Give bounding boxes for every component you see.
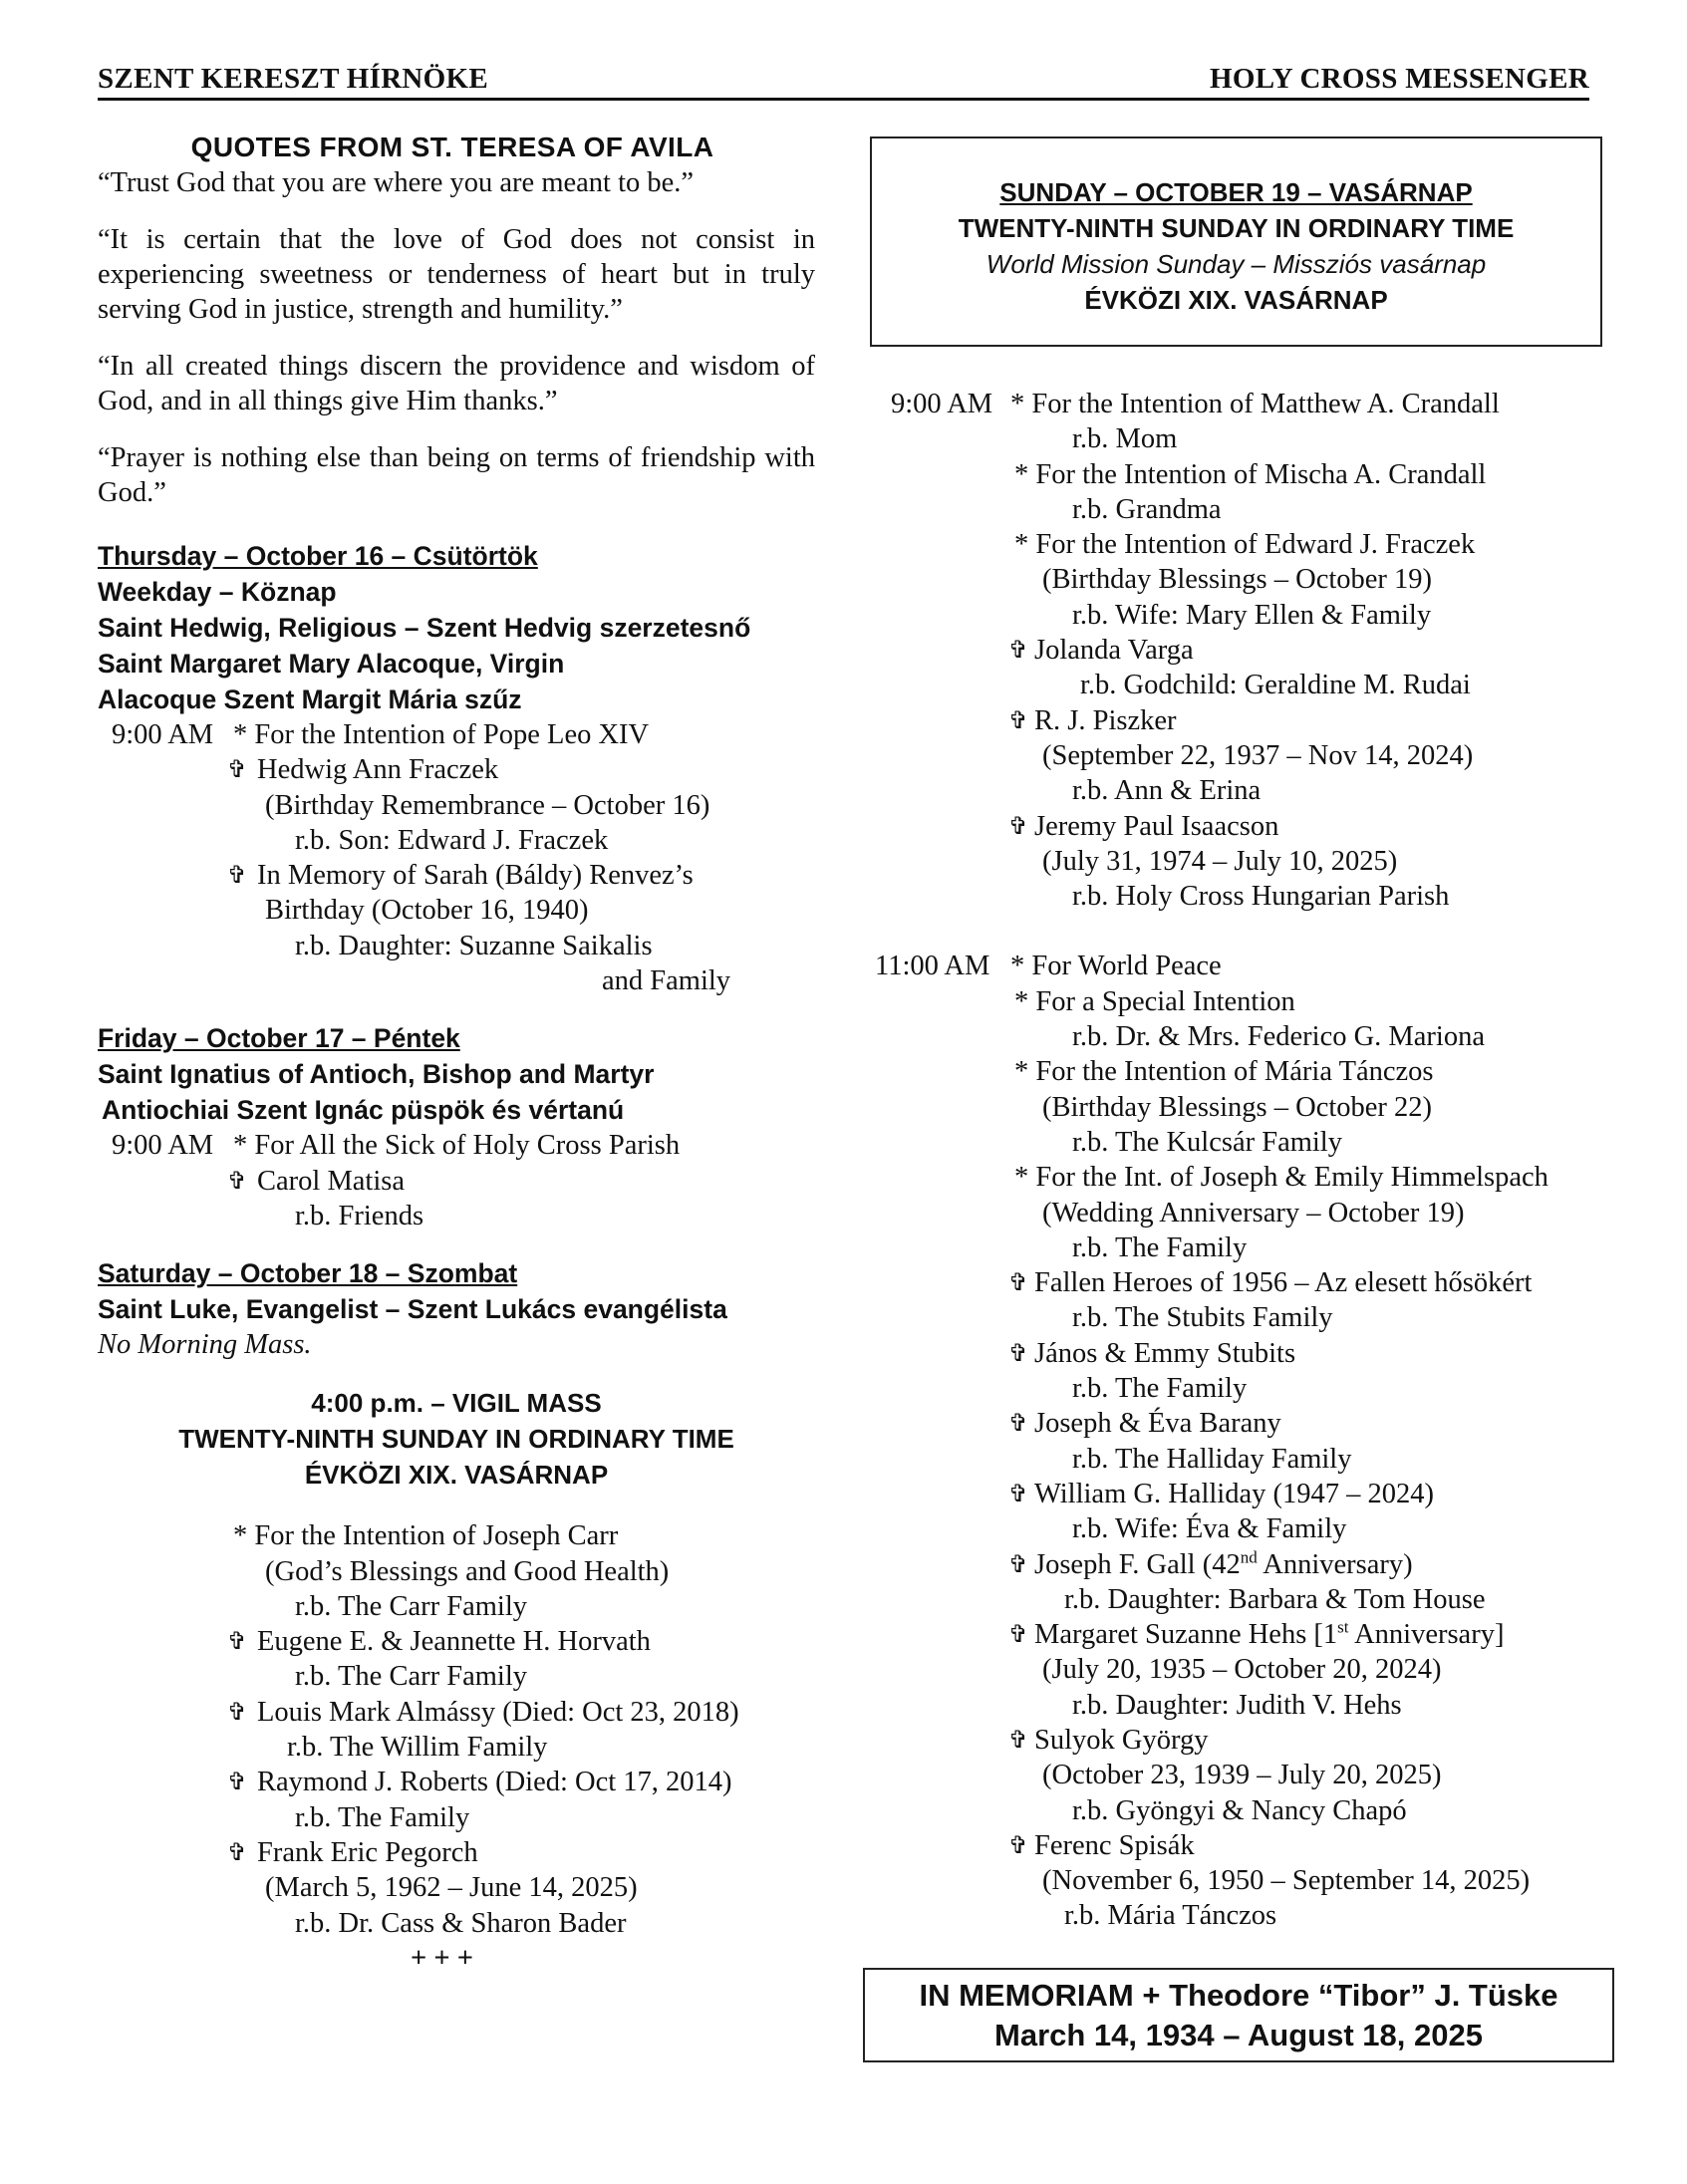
intention-line: In Memory of Sarah (Báldy) Renvez’s xyxy=(257,860,694,892)
sunday-hungarian-title: ÉVKÖZI XIX. VASÁRNAP xyxy=(1084,285,1388,315)
cross-icon: ✞ xyxy=(227,1697,248,1726)
requested-by: r.b. Dr. Cass & Sharon Bader xyxy=(295,1907,627,1939)
mass-entry xyxy=(865,1828,1607,1863)
cross-icon: ✞ xyxy=(227,755,248,784)
requested-by: r.b. Grandma xyxy=(1072,493,1222,525)
header-right-title: HOLY CROSS MESSENGER xyxy=(1210,63,1589,95)
cross-icon: ✞ xyxy=(1008,1338,1029,1367)
requested-by: r.b. Friends xyxy=(295,1200,424,1231)
page-header xyxy=(98,58,1589,101)
quote-1: “Trust God that you are where you are meant to be.” xyxy=(98,167,695,198)
cross-icon: ✞ xyxy=(227,1166,248,1195)
intention-line: Birthday (October 16, 1940) xyxy=(265,895,589,927)
requested-by: r.b. The Family xyxy=(295,1801,470,1833)
requested-by: r.b. Mária Tánczos xyxy=(1064,1900,1277,1932)
intention-line: Louis Mark Almássy (Died: Oct 23, 2018) xyxy=(257,1696,739,1728)
intention-text: Anniversary) xyxy=(1257,1548,1413,1580)
cross-icon: ✞ xyxy=(1008,1479,1029,1507)
friday-feast-2: Antiochiai Szent Ignác püspök és vértanú xyxy=(102,1095,625,1126)
vigil-heading-2: TWENTY-NINTH SUNDAY IN ORDINARY TIME xyxy=(178,1424,734,1455)
intention-line: János & Emmy Stubits xyxy=(1034,1337,1296,1369)
vigil-heading-3: ÉVKÖZI XIX. VASÁRNAP xyxy=(304,1460,609,1491)
intention-line: Joseph & Éva Barany xyxy=(1034,1408,1281,1440)
saturday-heading: Saturday – October 18 – Szombat xyxy=(98,1258,518,1289)
intention-line: (God’s Blessings and Good Health) xyxy=(265,1555,670,1587)
mass-entry xyxy=(865,633,1607,668)
intention-text: Margaret Suzanne Hehs [1 xyxy=(1034,1619,1338,1651)
requested-by: r.b. The Halliday Family xyxy=(1072,1443,1352,1475)
intention-line: Frank Eric Pegorch xyxy=(257,1836,478,1868)
vigil-heading-1: 4:00 p.m. – VIGIL MASS xyxy=(311,1388,602,1419)
mass-entry xyxy=(98,752,815,787)
sunday-mass-time-2: 11:00 AM xyxy=(875,951,990,982)
quote-2: “It is certain that the love of God does not consist in experiencing sweetness or tenderness of heart but in truly serving God in justice, strength and humility.” xyxy=(98,224,815,325)
intention-line: Hedwig Ann Fraczek xyxy=(257,754,499,786)
intention-line: Raymond J. Roberts (Died: Oct 17, 2014) xyxy=(257,1767,732,1798)
intention-line: (Wedding Anniversary – October 19) xyxy=(1042,1197,1465,1228)
thursday-feast-4: Alacoque Szent Margit Mária szűz xyxy=(98,684,522,714)
requested-by: r.b. Wife: Mary Ellen & Family xyxy=(1072,599,1432,631)
cross-icon: ✞ xyxy=(1008,705,1029,734)
memoriam-dates: March 14, 1934 – August 18, 2025 xyxy=(994,2018,1483,2052)
requested-by: r.b. The Stubits Family xyxy=(1072,1302,1333,1334)
intention-line: (July 20, 1935 – October 20, 2024) xyxy=(1042,1654,1442,1686)
intention-line: * For a Special Intention xyxy=(1014,985,1295,1017)
intention-line: (October 23, 1939 – July 20, 2025) xyxy=(1042,1760,1442,1791)
quotes-title: QUOTES FROM ST. TERESA OF AVILA xyxy=(190,132,714,162)
intention-line: * For World Peace xyxy=(1010,951,1222,982)
cross-icon: ✞ xyxy=(1008,636,1029,665)
intention-line: (March 5, 1962 – June 14, 2025) xyxy=(265,1872,638,1904)
saturday-note: No Morning Mass. xyxy=(98,1329,312,1361)
ordinal-suffix: nd xyxy=(1240,1547,1258,1566)
intention-line: Jolanda Varga xyxy=(1034,635,1194,667)
requested-by: r.b. Son: Edward J. Fraczek xyxy=(295,824,609,856)
intention-line: Jeremy Paul Isaacson xyxy=(1034,810,1279,842)
mass-entry xyxy=(865,809,1607,844)
intention-line: * For the Intention of Joseph Carr xyxy=(233,1520,619,1552)
requested-by: r.b. Holy Cross Hungarian Parish xyxy=(1072,881,1450,913)
requested-by: r.b. Godchild: Geraldine M. Rudai xyxy=(1080,670,1471,701)
intention-line: * For the Intention of Mischa A. Crandall xyxy=(1014,458,1487,490)
intention-line: * For the Intention of Pope Leo XIV xyxy=(233,719,650,750)
mass-entry xyxy=(865,1723,1607,1758)
quote-3: “In all created things discern the providence and wisdom of God, and in all things give Him thanks.” xyxy=(98,351,815,416)
mass-entry xyxy=(98,1695,815,1730)
memoriam-name: IN MEMORIAM + Theodore “Tibor” J. Tüske xyxy=(919,1978,1558,2013)
requested-by: r.b. The Kulcsár Family xyxy=(1072,1126,1342,1158)
mass-entry xyxy=(865,1477,1607,1511)
sunday-title: TWENTY-NINTH SUNDAY IN ORDINARY TIME xyxy=(958,213,1515,243)
intention-line: * For the Int. of Joseph & Emily Himmelspach xyxy=(1014,1162,1548,1194)
ordinal-suffix: st xyxy=(1337,1617,1349,1637)
requested-by: r.b. The Carr Family xyxy=(295,1661,527,1693)
mass-entry xyxy=(98,1128,815,1163)
mass-entry xyxy=(865,1547,1607,1582)
intention-line xyxy=(1034,1617,1504,1652)
intention-line: * For the Intention of Matthew A. Crandall xyxy=(1010,389,1500,419)
sunday-heading-box xyxy=(870,136,1602,347)
intention-line: (Birthday Blessings – October 22) xyxy=(1042,1091,1433,1123)
requested-by: r.b. The Family xyxy=(1072,1231,1248,1263)
intention-line: R. J. Piszker xyxy=(1034,704,1177,736)
mass-entry xyxy=(865,1265,1607,1300)
requested-by: r.b. Mom xyxy=(1072,423,1178,455)
intention-line: * For the Intention of Edward J. Fraczek xyxy=(1014,529,1476,561)
right-column xyxy=(865,387,1607,1934)
requested-by: r.b. Gyöngyi & Nancy Chapó xyxy=(1072,1794,1407,1826)
cross-icon: ✞ xyxy=(1008,1268,1029,1297)
intention-line: Sulyok György xyxy=(1034,1724,1209,1756)
thursday-feast-3: Saint Margaret Mary Alacoque, Virgin xyxy=(98,649,565,679)
requested-by: r.b. Daughter: Barbara & Tom House xyxy=(1064,1583,1486,1615)
cross-icon: ✞ xyxy=(1008,1549,1029,1578)
quote-4: “Prayer is nothing else than being on terms of friendship with God.” xyxy=(98,442,815,508)
intention-text: Joseph F. Gall (42 xyxy=(1034,1548,1241,1580)
header-left-title: SZENT KERESZT HÍRNÖKE xyxy=(98,63,489,95)
mass-entry xyxy=(98,1164,815,1199)
cross-icon: ✞ xyxy=(1008,811,1029,840)
mass-entry xyxy=(98,858,815,893)
cross-icon: ✞ xyxy=(227,861,248,890)
sunday-date: SUNDAY – OCTOBER 19 – VASÁRNAP xyxy=(999,177,1473,207)
mass-entry xyxy=(98,717,815,752)
intention-line: Carol Matisa xyxy=(257,1165,406,1197)
requested-by: r.b. Dr. & Mrs. Federico G. Mariona xyxy=(1072,1021,1485,1053)
cross-icon: ✞ xyxy=(227,1768,248,1796)
mass-entry xyxy=(865,1406,1607,1441)
mass-entry xyxy=(98,1835,815,1870)
saturday-feast: Saint Luke, Evangelist – Szent Lukács evangélista xyxy=(98,1294,727,1325)
cross-icon: ✞ xyxy=(1008,1830,1029,1859)
requested-by: r.b. Ann & Erina xyxy=(1072,775,1262,807)
friday-heading: Friday – October 17 – Péntek xyxy=(98,1023,460,1054)
requested-by: r.b. The Family xyxy=(1072,1373,1248,1405)
intention-line: * For All the Sick of Holy Cross Parish xyxy=(233,1130,681,1162)
mass-entry xyxy=(98,1765,815,1799)
thursday-mass-time: 9:00 AM xyxy=(112,719,214,750)
end-marker: + + + xyxy=(411,1942,473,1974)
requested-by: r.b. Daughter: Judith V. Hehs xyxy=(1072,1689,1402,1721)
cross-icon: ✞ xyxy=(1008,1620,1029,1649)
mass-entry xyxy=(98,1624,815,1659)
intention-text: Anniversary] xyxy=(1348,1619,1505,1651)
intention-line: (September 22, 1937 – Nov 14, 2024) xyxy=(1042,739,1474,771)
intention-line: William G. Halliday (1947 – 2024) xyxy=(1034,1478,1434,1509)
mass-entry xyxy=(865,1336,1607,1371)
cross-icon: ✞ xyxy=(1008,1725,1029,1754)
mass-entry xyxy=(865,1617,1607,1652)
intention-line: * For the Intention of Mária Tánczos xyxy=(1014,1056,1434,1088)
intention-line: Eugene E. & Jeannette H. Horvath xyxy=(257,1626,651,1658)
left-column xyxy=(98,130,815,1976)
intention-line xyxy=(1034,1547,1413,1582)
requested-by: r.b. Wife: Éva & Family xyxy=(1072,1513,1347,1545)
mass-entry xyxy=(865,703,1607,738)
cross-icon: ✞ xyxy=(1008,1409,1029,1438)
intention-line: (July 31, 1974 – July 10, 2025) xyxy=(1042,845,1398,877)
requested-by: r.b. The Willim Family xyxy=(287,1732,548,1764)
thursday-heading: Thursday – October 16 – Csütörtök xyxy=(98,541,538,571)
sunday-subtitle: World Mission Sunday – Missziós vasárnap xyxy=(985,249,1487,279)
sunday-mass-time-1: 9:00 AM xyxy=(891,389,993,419)
requested-by: r.b. Daughter: Suzanne Saikalis xyxy=(295,930,653,961)
thursday-feast-1: Weekday – Köznap xyxy=(98,577,337,607)
intention-line: Ferenc Spisák xyxy=(1034,1829,1195,1861)
in-memoriam-box xyxy=(863,1968,1614,2062)
intention-line: Fallen Heroes of 1956 – Az elesett hősökért xyxy=(1034,1267,1533,1299)
requested-by: r.b. The Carr Family xyxy=(295,1590,527,1622)
intention-line: (Birthday Blessings – October 19) xyxy=(1042,564,1433,596)
friday-mass-time: 9:00 AM xyxy=(112,1130,214,1162)
intention-line: (Birthday Remembrance – October 16) xyxy=(265,789,710,821)
requested-by: and Family xyxy=(602,965,731,997)
friday-feast-1: Saint Ignatius of Antioch, Bishop and Martyr xyxy=(98,1059,655,1090)
thursday-feast-2: Saint Hedwig, Religious – Szent Hedvig szerzetesnő xyxy=(98,613,751,643)
cross-icon: ✞ xyxy=(227,1837,248,1866)
intention-line: (November 6, 1950 – September 14, 2025) xyxy=(1042,1865,1531,1897)
cross-icon: ✞ xyxy=(227,1627,248,1656)
